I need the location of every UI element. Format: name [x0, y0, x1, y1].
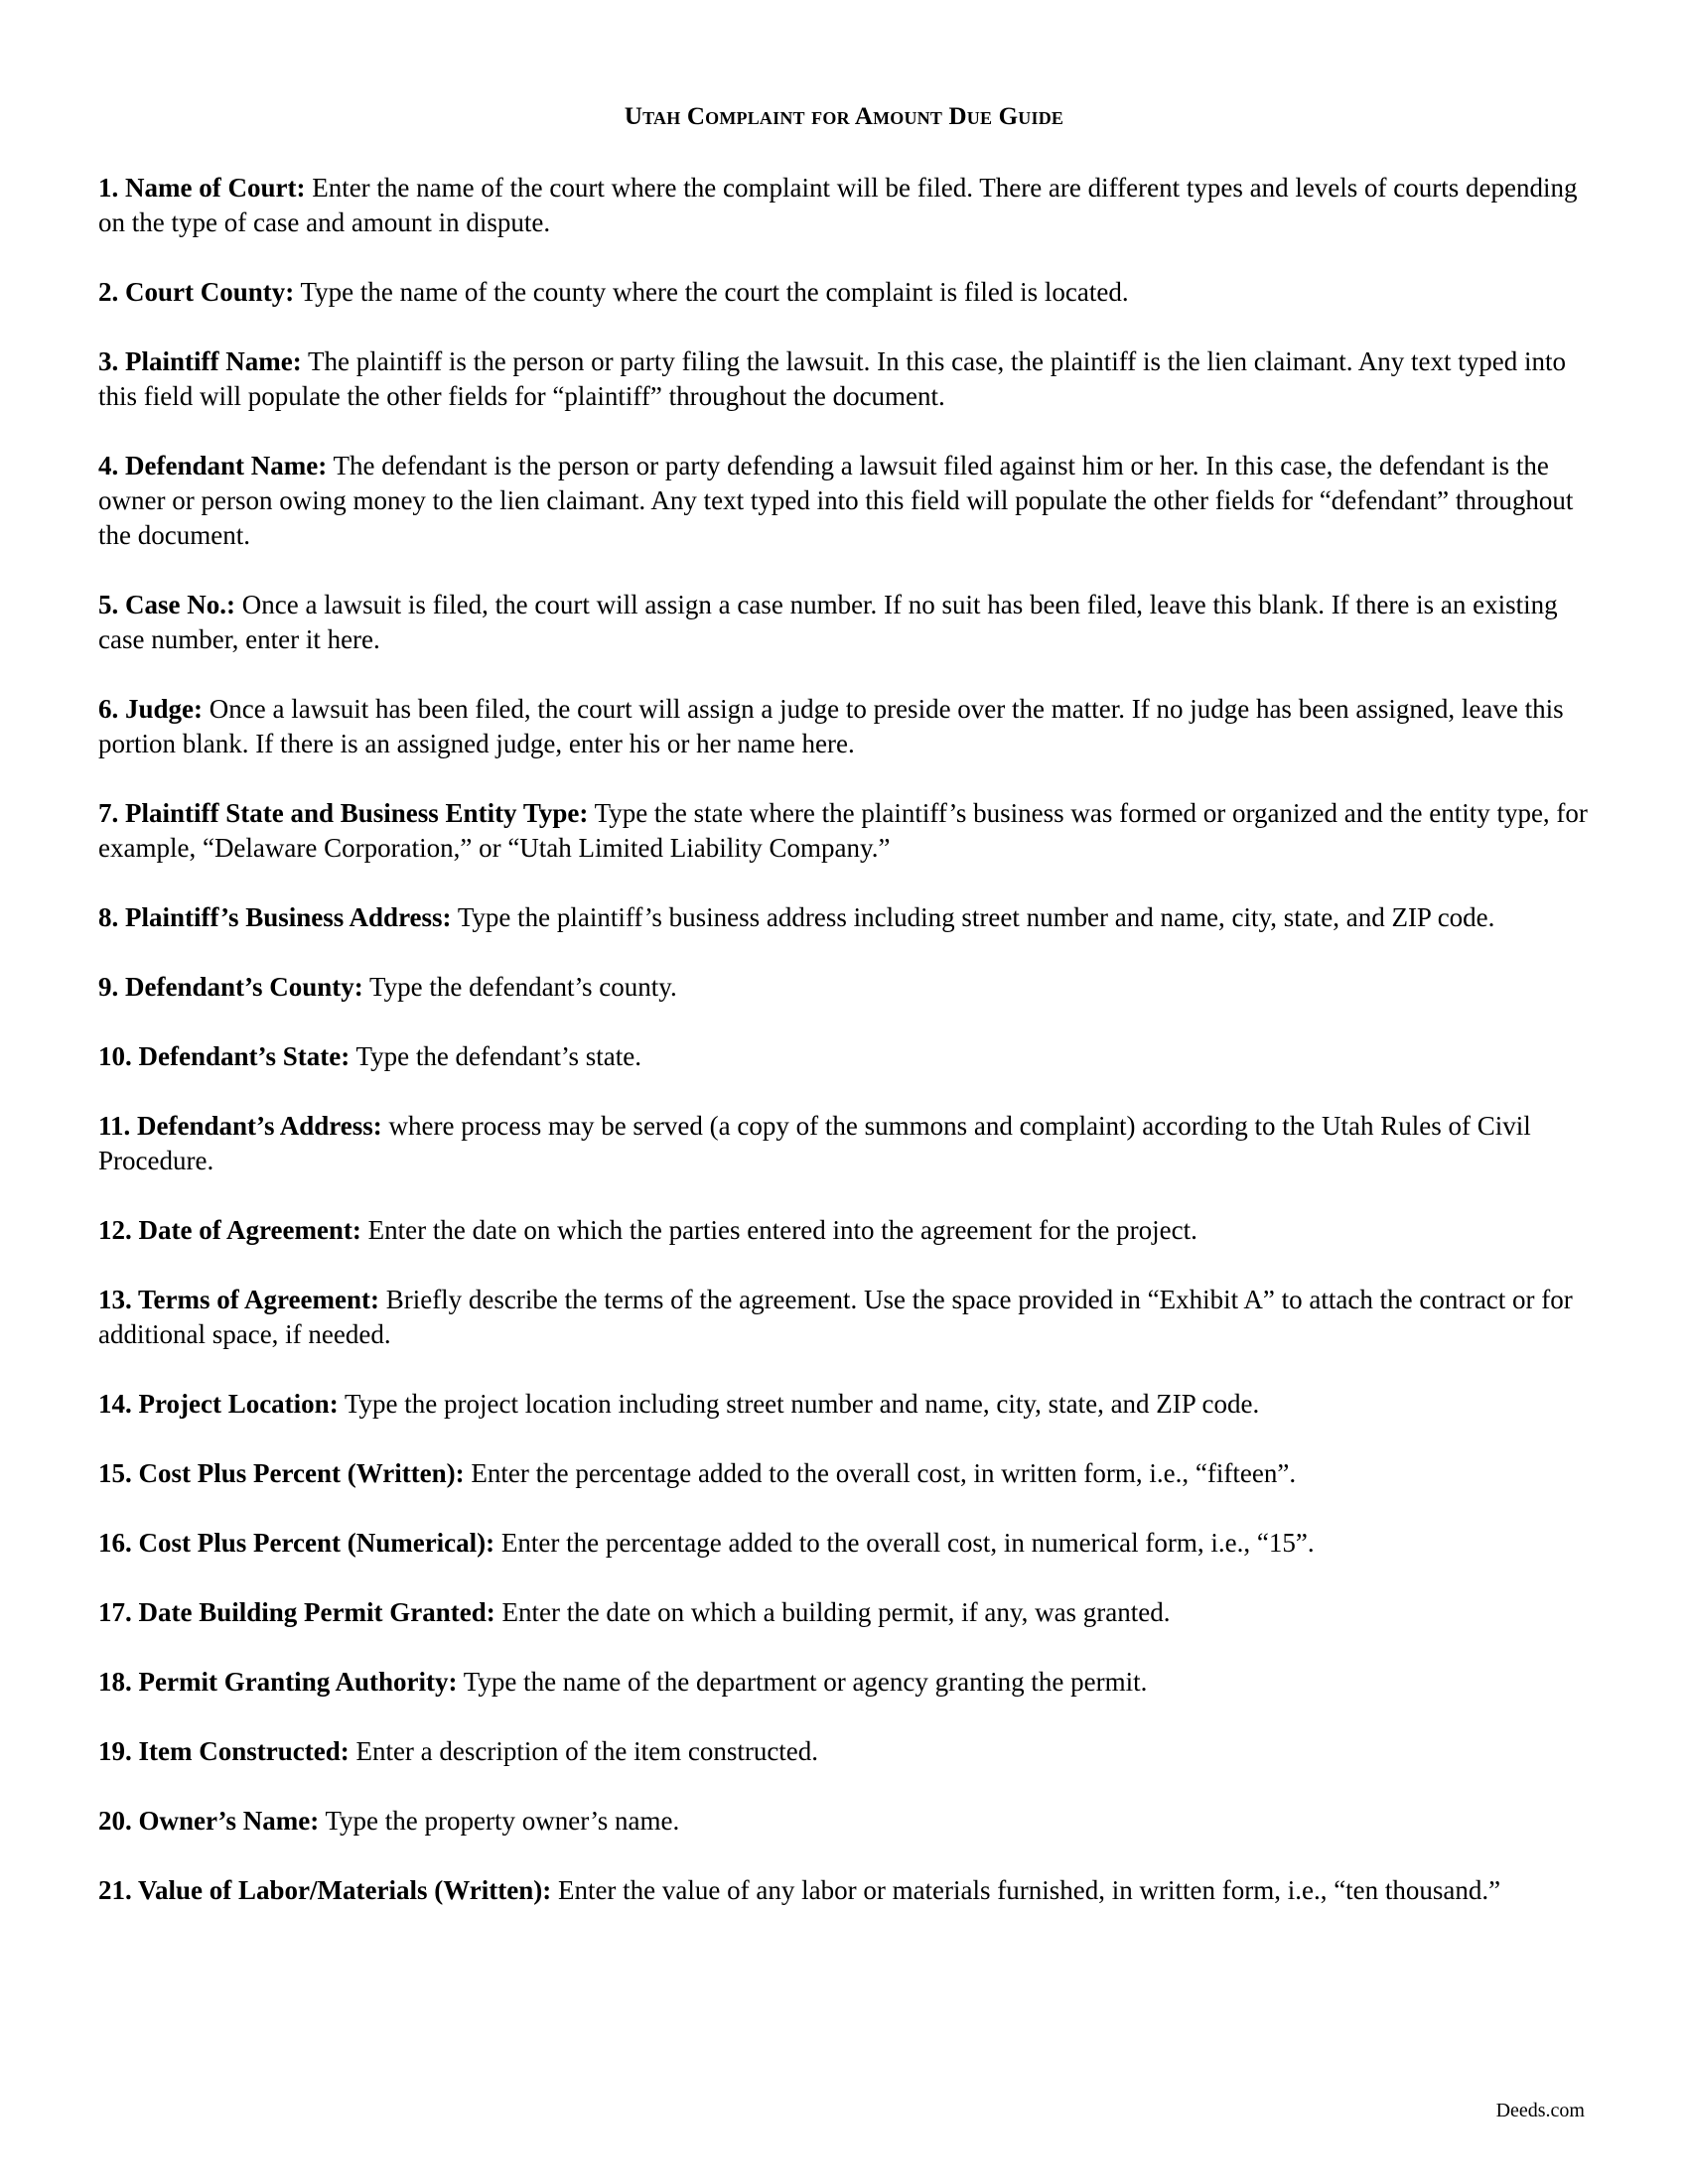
item-label: 2. Court County:	[98, 277, 295, 307]
page-title: Utah Complaint for Amount Due Guide	[624, 103, 1064, 130]
guide-item	[98, 692, 1598, 761]
item-text: Enter a description of the item constructed.	[355, 1736, 819, 1766]
guide-item	[98, 1456, 1598, 1491]
item-text: Briefly describe the terms of the agreement. Use the space provided in “Exhibit A” to attach the contract or for additional space, if needed.	[98, 1285, 1573, 1349]
guide-item	[98, 900, 1598, 935]
item-label: 19. Item Constructed:	[98, 1736, 350, 1766]
item-text: Once a lawsuit is filed, the court will assign a case number. If no suit has been filed, leave this blank. If there is an existing case number, enter it here.	[98, 590, 1558, 654]
guide-item-list	[98, 171, 1598, 1943]
item-text: Type the project location including street number and name, city, state, and ZIP code.	[344, 1389, 1260, 1419]
item-label: 17. Date Building Permit Granted:	[98, 1597, 495, 1627]
guide-item	[98, 970, 1598, 1005]
item-text: Type the name of the department or agency granting the permit.	[463, 1667, 1148, 1697]
guide-item	[98, 1039, 1598, 1074]
guide-item	[98, 588, 1598, 657]
item-text: Once a lawsuit has been filed, the court will assign a judge to preside over the matter. If no judge has been assigned, leave this portion blank. If there is an assigned judge, enter his or her name here.	[98, 694, 1564, 758]
guide-item	[98, 1526, 1598, 1561]
item-text: The plaintiff is the person or party filing the lawsuit. In this case, the plaintiff is the lien claimant. Any text typed into this field will populate the other fields for “plaintiff” throughout the document.	[98, 346, 1566, 411]
item-text: where process may be served (a copy of the summons and complaint) according to the Utah Rules of Civil Procedure.	[98, 1111, 1531, 1175]
item-label: 6. Judge:	[98, 694, 204, 724]
item-label: 18. Permit Granting Authority:	[98, 1667, 458, 1697]
guide-item	[98, 344, 1598, 414]
item-text: The defendant is the person or party defending a lawsuit filed against him or her. In this case, the defendant is the owner or person owing money to the lien claimant. Any text typed into this field will populate the other fields for “defendant” throughout the document.	[98, 451, 1574, 550]
item-text: Type the plaintiff’s business address including street number and name, city, state, and ZIP code.	[457, 902, 1495, 932]
footer-brand: Deeds.com	[1495, 2100, 1585, 2121]
item-label: 9. Defendant’s County:	[98, 972, 363, 1002]
item-label: 3. Plaintiff Name:	[98, 346, 302, 376]
item-text: Type the state where the plaintiff’s business was formed or organized and the entity type, for example, “Delaware Corporation,” or “Utah Limited Liability Company.”	[98, 798, 1588, 863]
item-label: 5. Case No.:	[98, 590, 235, 619]
item-text: Enter the date on which the parties entered into the agreement for the project.	[367, 1215, 1197, 1245]
guide-item	[98, 1804, 1598, 1839]
guide-item	[98, 796, 1598, 866]
item-label: 12. Date of Agreement:	[98, 1215, 361, 1245]
item-label: 21. Value of Labor/Materials (Written):	[98, 1875, 552, 1905]
guide-item	[98, 1387, 1598, 1422]
item-label: 11. Defendant’s Address:	[98, 1111, 382, 1141]
guide-item	[98, 1283, 1598, 1352]
item-text: Enter the name of the court where the complaint will be filed. There are different types and levels of courts depending on the type of case and amount in dispute.	[98, 173, 1578, 237]
item-text: Enter the percentage added to the overall cost, in numerical form, i.e., “15”.	[500, 1528, 1315, 1558]
guide-item	[98, 1109, 1598, 1178]
item-text: Type the name of the county where the court the complaint is filed is located.	[300, 277, 1129, 307]
guide-item	[98, 1665, 1598, 1700]
item-label: 16. Cost Plus Percent (Numerical):	[98, 1528, 495, 1558]
guide-item	[98, 171, 1598, 240]
item-text: Enter the date on which a building permit, if any, was granted.	[501, 1597, 1171, 1627]
item-text: Enter the value of any labor or materials furnished, in written form, i.e., “ten thousand.”	[557, 1875, 1501, 1905]
guide-item	[98, 1873, 1598, 1908]
guide-item	[98, 1213, 1598, 1248]
item-label: 10. Defendant’s State:	[98, 1041, 351, 1071]
guide-item	[98, 449, 1598, 553]
item-text: Type the defendant’s state.	[355, 1041, 641, 1071]
item-label: 20. Owner’s Name:	[98, 1806, 320, 1836]
item-label: 14. Project Location:	[98, 1389, 339, 1419]
item-label: 7. Plaintiff State and Business Entity Type:	[98, 798, 589, 828]
guide-item	[98, 1595, 1598, 1630]
item-text: Enter the percentage added to the overall cost, in written form, i.e., “fifteen”.	[471, 1458, 1297, 1488]
item-label: 1. Name of Court:	[98, 173, 306, 203]
item-text: Type the property owner’s name.	[325, 1806, 680, 1836]
item-label: 15. Cost Plus Percent (Written):	[98, 1458, 465, 1488]
guide-item	[98, 1734, 1598, 1769]
item-text: Type the defendant’s county.	[369, 972, 677, 1002]
item-label: 13. Terms of Agreement:	[98, 1285, 379, 1314]
item-label: 8. Plaintiff’s Business Address:	[98, 902, 452, 932]
item-label: 4. Defendant Name:	[98, 451, 328, 480]
guide-item	[98, 275, 1598, 310]
